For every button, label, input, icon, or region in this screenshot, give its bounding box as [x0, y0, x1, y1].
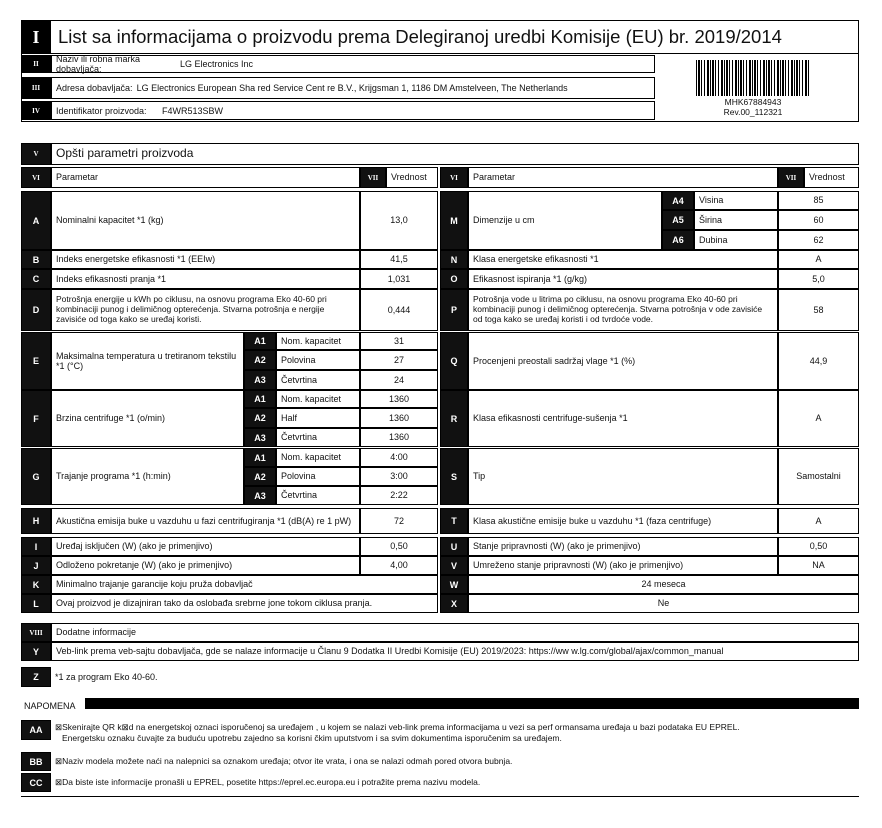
sub-code-a4: A4 [662, 191, 694, 210]
supplier-name-value: LG Electronics Inc [180, 59, 254, 69]
row-code-y: Y [21, 642, 51, 661]
value-standby: 0,50 [778, 537, 859, 556]
section-roman-viii: VIII [21, 623, 51, 642]
value-f-half: 1360 [360, 408, 438, 428]
value-energy-consumption: 0,444 [360, 289, 438, 331]
row-code-k: K [21, 575, 51, 594]
param-eei: Indeks energetske efikasnosti *1 (EEIw) [51, 250, 360, 269]
header-roman: I [21, 20, 51, 54]
param-delay-start: Odloženo pokretanje (W) (ako je primenjivo) [51, 556, 360, 575]
barcode-icon [696, 60, 810, 96]
value-e-half: 27 [360, 350, 438, 370]
value-washing-index: 1,031 [360, 269, 438, 289]
row-code-u: U [440, 537, 468, 556]
value-g-half: 3:00 [360, 467, 438, 486]
param-energy-consumption: Potrošnja energije u kWh po ciklusu, na osnovu programa Eko 40-60 pri kombinaciji punog i delimičnog opterećenja. Stvarna potrošnja e nergije zavisiće od toga kako se uređaj koristi. [51, 289, 360, 331]
param-max-temperature: Maksimalna temperatura u tretiranom tekstilu *1 (°C) [51, 332, 244, 390]
row-code-d: D [21, 289, 51, 331]
value-networked-standby: NA [778, 556, 859, 575]
row-code-x: X [440, 594, 468, 613]
value-noise-emission: 72 [360, 508, 438, 534]
param-standby: Stanje pripravnosti (W) (ako je primenjivo) [468, 537, 778, 556]
value-e-quarter: 24 [360, 370, 438, 390]
value-height: 85 [778, 191, 859, 210]
value-rinsing: 5,0 [778, 269, 859, 289]
row-code-z: Z [21, 667, 51, 687]
param-moisture: Procenjeni preostali sadržaj vlage *1 (%) [468, 332, 778, 390]
value-eei: 41,5 [360, 250, 438, 269]
sub-name-height: Visina [694, 191, 778, 210]
param-type: Tip [468, 448, 778, 505]
col-vii-left: VII [360, 167, 386, 188]
revision-text: Rev.00_112321 [723, 107, 783, 117]
sub-code-f-a1: A1 [244, 390, 276, 408]
note-aa-line2: Energetsku oznaku čuvajte za buduću upotrebu zajedno sa korisni čkim uputstvom i sa svim dokumentima isporučenim sa uređajem. [62, 733, 562, 743]
row-roman-ii: II [21, 55, 51, 73]
value-g-quarter: 2:22 [360, 486, 438, 505]
sub-name-width: Širina [694, 210, 778, 230]
row-code-s: S [440, 448, 468, 505]
section-title-general: Opšti parametri proizvoda [51, 143, 859, 165]
row-code-c: C [21, 269, 51, 289]
supplier-weblink[interactable]: Veb-link prema veb-sajtu dobavljača, gde se nalaze informacije u Članu 9 Dodatka II Uredbi Komisije (EU) 2019/2023: https://ww w.lg.com/global/ajax/common_manual [51, 642, 859, 661]
row-code-bb: BB [21, 752, 51, 771]
param-off-mode: Uređaj isključen (W) (ako je primenjivo) [51, 537, 360, 556]
supplier-address-label: Adresa dobavljača: [56, 83, 133, 93]
page-title: List sa informacijama o proizvodu prema Delegiranoj uredbi Komisije (EU) br. 2019/2014 [58, 26, 782, 47]
sub-code-g-a3: A3 [244, 486, 276, 505]
param-nominal-capacity: Nominalni kapacitet *1 (kg) [51, 191, 360, 250]
value-f-quarter: 1360 [360, 428, 438, 447]
product-id-label: Identifikator proizvoda: [56, 105, 147, 116]
row-code-g: G [21, 448, 51, 505]
section-roman-v: V [21, 143, 51, 165]
sub-name-g-nominal: Nom. kapacitet [276, 448, 360, 467]
sub-name-depth: Dubina [694, 230, 778, 250]
supplier-address-row [51, 77, 655, 99]
value-noise-class: A [778, 508, 859, 534]
row-roman-iv: IV [21, 101, 51, 120]
param-spin-speed: Brzina centrifuge *1 (o/min) [51, 390, 244, 447]
row-code-q: Q [440, 332, 468, 390]
col-param-right: Parametar [468, 167, 778, 188]
sub-code-a5: A5 [662, 210, 694, 230]
param-washing-index: Indeks efikasnosti pranja *1 [51, 269, 360, 289]
sub-code-g-a2: A2 [244, 467, 276, 486]
row-code-t: T [440, 508, 468, 534]
row-code-e: E [21, 332, 51, 390]
col-value-right: Vrednost [804, 167, 859, 188]
col-roman-vi-right: VI [440, 167, 468, 188]
col-vii-right: VII [778, 167, 804, 188]
sub-name-f-quarter: Četvrtina [276, 428, 360, 447]
row-code-l: L [21, 594, 51, 613]
barcode-text: MHK67884943 [724, 97, 782, 107]
param-dimensions: Dimenzije u cm [468, 191, 662, 250]
supplier-address-value: LG Electronics European Sha red Service Cent re B.V., Krijgsman 1, 1186 DM Amstelveen, The Netherlands [136, 83, 568, 93]
row-code-i: I [21, 537, 51, 556]
supplier-name-label: Naziv ili robna marka dobavljača: [56, 54, 141, 74]
note-bb: ⊠Naziv modela možete naći na nalepnici sa oznakom uređaja; otvor ite vrata, i ona se nalazi odmah pored otvora bubnja. [55, 756, 513, 766]
sub-name-e-nominal: Nom. kapacitet [276, 332, 360, 350]
sub-name-f-nominal: Nom. kapacitet [276, 390, 360, 408]
value-type: Samostalni [778, 448, 859, 505]
value-f-nominal: 1360 [360, 390, 438, 408]
footnote-text: *1 za program Eko 40-60. [55, 672, 158, 682]
note-aa [55, 722, 855, 744]
row-code-w: W [440, 575, 468, 594]
row-code-b: B [21, 250, 51, 269]
value-silver-ions: Ne [468, 594, 859, 613]
param-noise-emission: Akustična emisija buke u vazduhu u fazi centrifugiranja *1 (dB(A) re 1 pW) [51, 508, 360, 534]
row-code-m: M [440, 191, 468, 250]
param-spin-drying-class: Klasa efikasnosti centrifuge-sušenja *1 [468, 390, 778, 447]
col-roman-vi-left: VI [21, 167, 51, 188]
sub-name-e-quarter: Četvrtina [276, 370, 360, 390]
sub-code-f-a2: A2 [244, 408, 276, 428]
section-title-additional: Dodatne informacije [51, 623, 859, 642]
value-width: 60 [778, 210, 859, 230]
notes-title: NAPOMENA [24, 701, 76, 711]
col-param-left: Parametar [51, 167, 360, 188]
note-cc: ⊠Da biste iste informacije pronašli u EPREL, posetite https://eprel.ec.europa.eu i potražite prema nazivu modela. [55, 777, 481, 787]
row-code-p: P [440, 289, 468, 331]
value-g-nominal: 4:00 [360, 448, 438, 467]
row-roman-iii: III [21, 77, 51, 99]
sub-code-g-a1: A1 [244, 448, 276, 467]
sub-code-e-a2: A2 [244, 350, 276, 370]
param-silver-ions: Ovaj proizvod je dizajniran tako da oslobađa srebrne jone tokom ciklusa pranja. [51, 594, 438, 613]
value-depth: 62 [778, 230, 859, 250]
sub-code-f-a3: A3 [244, 428, 276, 447]
sub-name-f-half: Half [276, 408, 360, 428]
row-code-f: F [21, 390, 51, 447]
row-code-cc: CC [21, 773, 51, 792]
row-code-r: R [440, 390, 468, 447]
row-code-n: N [440, 250, 468, 269]
value-moisture: 44,9 [778, 332, 859, 390]
sub-name-g-half: Polovina [276, 467, 360, 486]
row-code-j: J [21, 556, 51, 575]
param-program-duration: Trajanje programa *1 (h:min) [51, 448, 244, 505]
col-value-left: Vrednost [386, 167, 438, 188]
sub-code-e-a3: A3 [244, 370, 276, 390]
sub-name-e-half: Polovina [276, 350, 360, 370]
note-aa-line1: ⊠Skenirajte QR k⊠d na energetskoj oznaci isporučenoj sa uređajem , u kojem se nalazi veb-link prema informacijama u vezi sa perf ormansama uređaja u bazi podataka EU EPREL. [55, 722, 740, 732]
param-networked-standby: Umreženo stanje pripravnosti (W) (ako je primenjivo) [468, 556, 778, 575]
supplier-name-row [51, 55, 655, 73]
value-delay-start: 4,00 [360, 556, 438, 575]
row-code-aa: AA [21, 720, 51, 740]
row-code-h: H [21, 508, 51, 534]
product-id-row [51, 101, 655, 120]
row-code-o: O [440, 269, 468, 289]
value-off-mode: 0,50 [360, 537, 438, 556]
sub-code-a6: A6 [662, 230, 694, 250]
value-nominal-capacity: 13,0 [360, 191, 438, 250]
param-water-consumption: Potrošnja vode u litrima po ciklusu, na osnovu programa Eko 40-60 pri kombinaciji punog i delimičnog opterećenja. Stvarna potrošnja v ode zavisiće od toga kako se uređaj koristi i od tvrdoće vode. [468, 289, 778, 331]
row-code-a: A [21, 191, 51, 250]
param-rinsing: Efikasnost ispiranja *1 (g/kg) [468, 269, 778, 289]
value-e-nominal: 31 [360, 332, 438, 350]
value-warranty: 24 meseca [468, 575, 859, 594]
param-warranty: Minimalno trajanje garancije koju pruža dobavljač [51, 575, 438, 594]
param-energy-class: Klasa energetske efikasnosti *1 [468, 250, 778, 269]
param-noise-class: Klasa akustične emisije buke u vazduhu *1 (faza centrifuge) [468, 508, 778, 534]
value-spin-drying-class: A [778, 390, 859, 447]
row-code-v: V [440, 556, 468, 575]
product-id-value: F4WR513SBW [162, 105, 224, 116]
value-energy-class: A [778, 250, 859, 269]
value-water-consumption: 58 [778, 289, 859, 331]
sub-code-e-a1: A1 [244, 332, 276, 350]
sub-name-g-quarter: Četvrtina [276, 486, 360, 505]
